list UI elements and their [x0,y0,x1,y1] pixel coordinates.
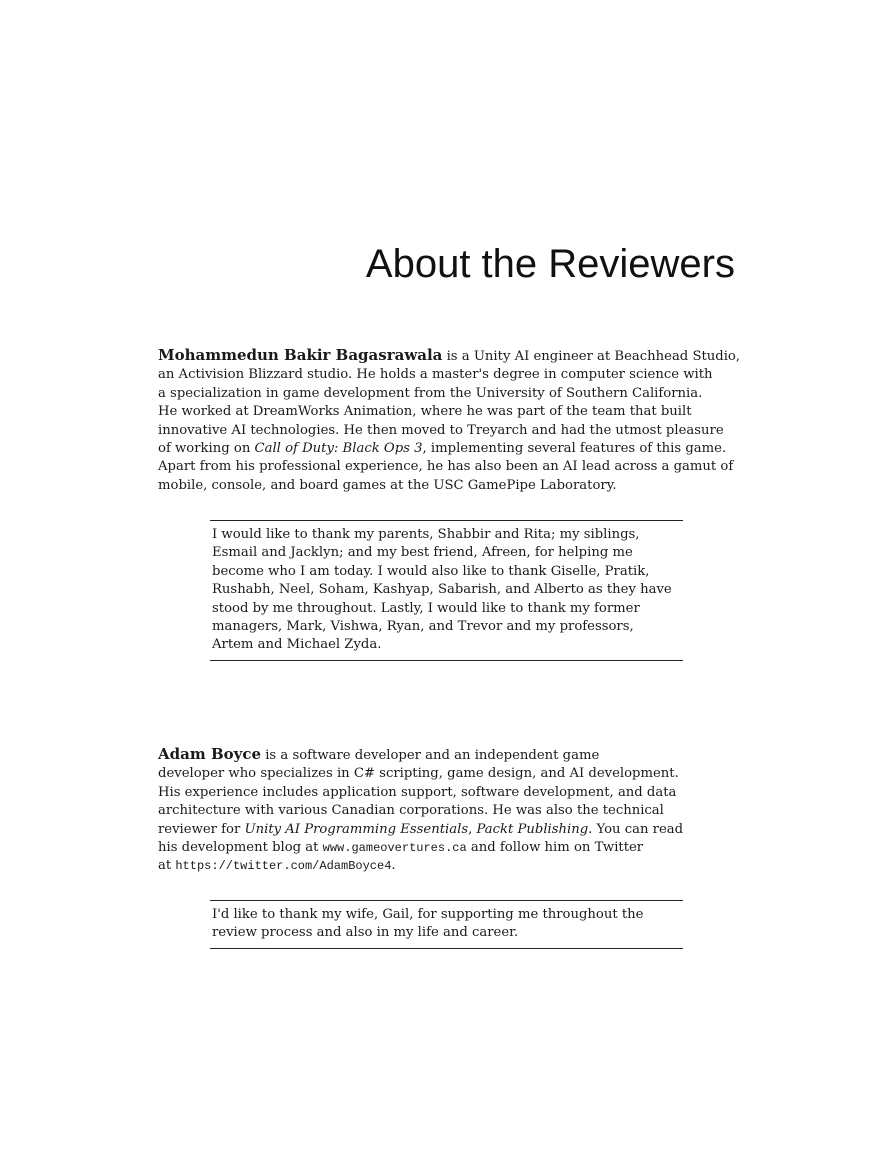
ack-line: Esmail and Jacklyn; and my best friend, Afreen, for helping me [212,545,633,561]
bio-text: reviewer for [158,821,245,837]
bio-line [158,745,683,765]
reviewer-bio-adam-boyce [158,745,683,876]
bio-line [158,440,740,458]
acknowledgement-box-adam-boyce [210,900,683,949]
ack-line: Rushabh, Neel, Soham, Kashyap, Sabarish, and Alberto as they have [212,582,672,598]
bio-line: mobile, console, and board games at the USC GamePipe Laboratory. [158,477,617,493]
book-title: Unity AI Programming Essentials [244,821,469,837]
blog-url: www.gameovertures.ca [322,841,467,856]
page-title: About the Reviewers [365,242,735,286]
bio-text: , [468,821,477,837]
bio-text: . You can read [588,821,684,837]
bio-text: his development blog at [158,840,323,856]
bio-line: developer who specializes in C# scripting, game design, and AI development. [158,766,679,782]
reviewer-name: Adam Boyce [158,745,262,763]
twitter-url: https://twitter.com/AdamBoyce4 [175,859,392,874]
bio-line [158,821,683,839]
ack-line: managers, Mark, Vishwa, Ryan, and Trevor and my professors, [212,619,634,635]
bio-line: a specialization in game development from the University of Southern California. [158,385,703,401]
ack-line: review process and also in my life and career. [212,925,519,941]
bio-line [158,839,683,857]
bio-text: and follow him on Twitter [466,840,644,856]
bio-text: , implementing several features of this game. [422,441,727,457]
bio-line [158,346,740,366]
bio-line: innovative AI technologies. He then moved to Treyarch and had the utmost pleasure [158,422,724,438]
bio-line: architecture with various Canadian corporations. He was also the technical [158,803,664,819]
bio-text: is a software developer and an independent game [261,748,600,763]
ack-line: Artem and Michael Zyda. [212,637,382,653]
publisher-name: Packt Publishing [476,821,589,837]
ack-line: stood by me throughout. Lastly, I would like to thank my former [212,600,640,616]
bio-text: . [391,858,396,874]
bio-line [158,857,683,875]
bio-line: an Activision Blizzard studio. He holds a master's degree in computer science with [158,367,713,383]
ack-line: become who I am today. I would also like to thank Giselle, Pratik, [212,563,650,579]
bio-line: Apart from his professional experience, he has also been an AI lead across a gamut of [158,459,734,475]
reviewer-name: Mohammedun Bakir Bagasrawala [158,346,443,364]
bio-text: is a Unity AI engineer at Beachhead Studio, [442,349,741,364]
bio-text: at [158,858,176,874]
bio-line: He worked at DreamWorks Animation, where he was part of the team that built [158,404,692,420]
bio-line: His experience includes application support, software development, and data [158,784,677,800]
ack-line: I'd like to thank my wife, Gail, for supporting me throughout the [212,907,644,922]
game-title: Call of Duty: Black Ops 3 [254,441,423,457]
reviewer-bio-mohammedun [158,346,740,495]
acknowledgement-box-mohammedun [210,520,683,661]
bio-text: of working on [158,441,255,457]
ack-line: I would like to thank my parents, Shabbir and Rita; my siblings, [212,527,640,542]
